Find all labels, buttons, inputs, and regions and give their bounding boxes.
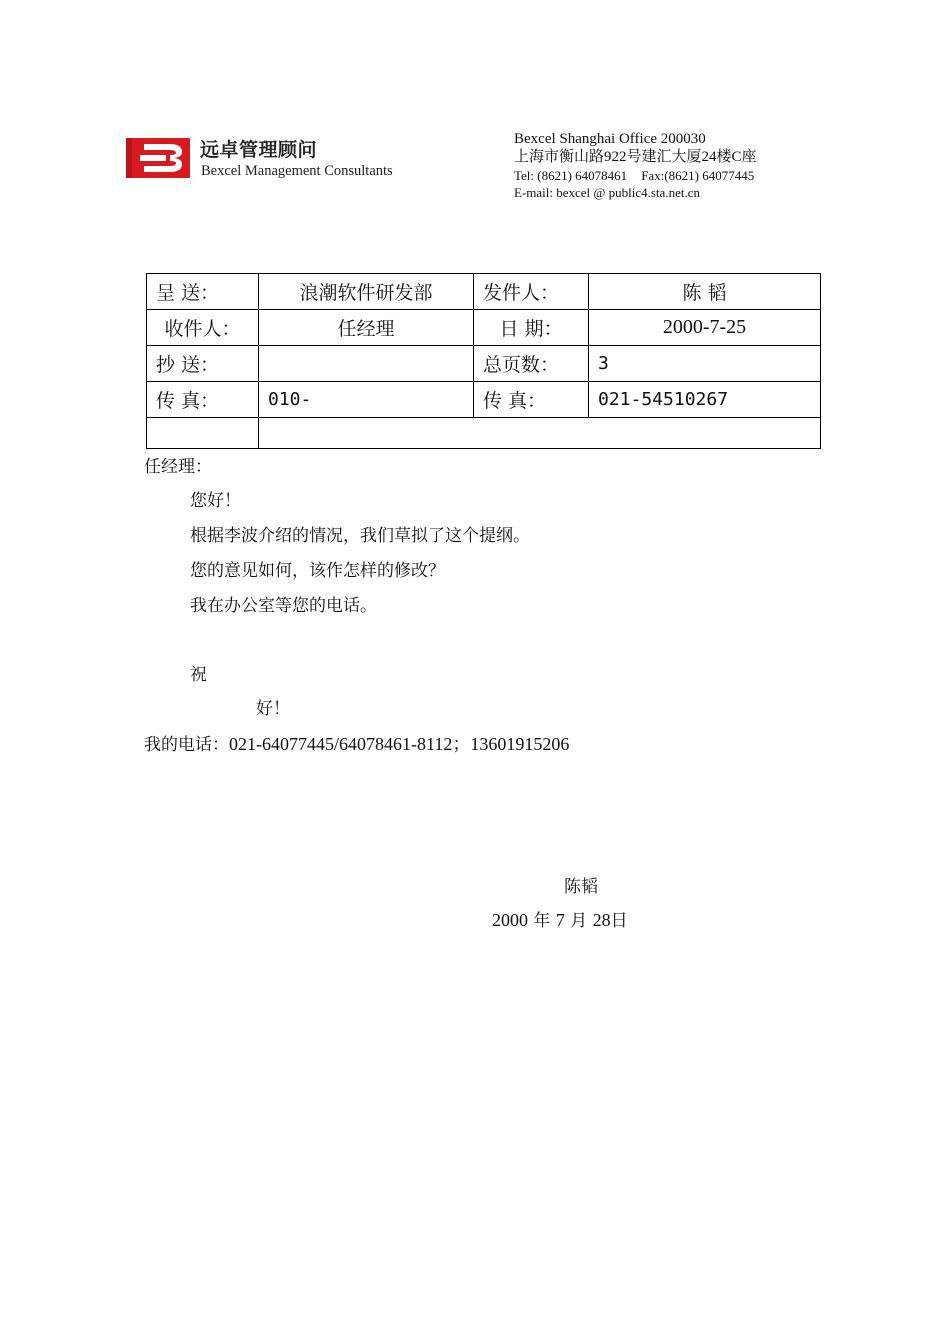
table-row-empty [147, 418, 821, 449]
empty-cell [147, 418, 259, 449]
fax-from-value: 021-54510267 [589, 382, 821, 418]
salutation: 任经理： [144, 457, 212, 477]
sign-date [492, 906, 628, 931]
cc-value [259, 346, 474, 382]
phone-label: 我的电话： [144, 735, 229, 755]
from-label: 发件人： [474, 274, 589, 310]
office-tel: Tel: (8621) 64078461 [514, 168, 628, 183]
unit-day: 日 [610, 911, 628, 931]
body-line-3: 我在办公室等您的电话。 [190, 596, 377, 616]
company-logo [126, 133, 446, 193]
signature: 陈韬 [564, 877, 598, 897]
fax-from-label: 传 真： [474, 382, 589, 418]
to-value: 浪潮软件研发部 [259, 274, 474, 310]
table-row [147, 274, 821, 310]
fax-to-value: 010- [259, 382, 474, 418]
fax-to-label: 传 真： [147, 382, 259, 418]
closing-wish: 祝 [190, 665, 207, 685]
pages-value: 3 [589, 346, 821, 382]
phone-value: 021-64077445/64078461-8112；13601915206 [229, 734, 570, 754]
logo-chinese-name: 远卓管理顾问 [200, 139, 318, 161]
cc-label: 抄 送： [147, 346, 259, 382]
empty-cell [259, 418, 821, 449]
sign-date-month: 7 [555, 910, 565, 930]
date-label: 日 期： [474, 310, 589, 346]
body-line-1: 根据李波介绍的情况，我们草拟了这个提纲。 [190, 526, 530, 546]
contact-phone [144, 730, 569, 756]
sign-date-day: 28 [592, 910, 611, 930]
date-value: 2000-7-25 [589, 310, 821, 346]
table-row [147, 382, 821, 418]
unit-year: 年 [533, 911, 551, 931]
fax-cover-table [146, 273, 821, 449]
body-line-2: 您的意见如何，该作怎样的修改？ [190, 561, 445, 581]
sign-date-year: 2000 [492, 910, 528, 930]
office-info [514, 130, 757, 201]
bexcel-logo-icon [126, 135, 194, 181]
table-row [147, 346, 821, 382]
from-value: 陈 韬 [589, 274, 821, 310]
to-label: 呈 送： [147, 274, 259, 310]
office-fax: Fax:(8621) 64077445 [641, 168, 755, 183]
logo-english-name: Bexcel Management Consultants [201, 163, 393, 179]
office-name: Bexcel Shanghai Office 200030 [514, 131, 706, 147]
recipient-label: 收件人： [147, 310, 259, 346]
closing-good: 好！ [256, 699, 290, 719]
office-address: 上海市衡山路922号建汇大厦24楼C座 [514, 149, 757, 165]
recipient-value: 任经理 [259, 310, 474, 346]
unit-month: 月 [570, 911, 588, 931]
table-row [147, 310, 821, 346]
office-phone-fax [514, 167, 757, 184]
office-email: E-mail: bexcel @ public4.sta.net.cn [514, 185, 700, 200]
pages-label: 总页数： [474, 346, 589, 382]
greeting: 您好！ [190, 491, 241, 511]
